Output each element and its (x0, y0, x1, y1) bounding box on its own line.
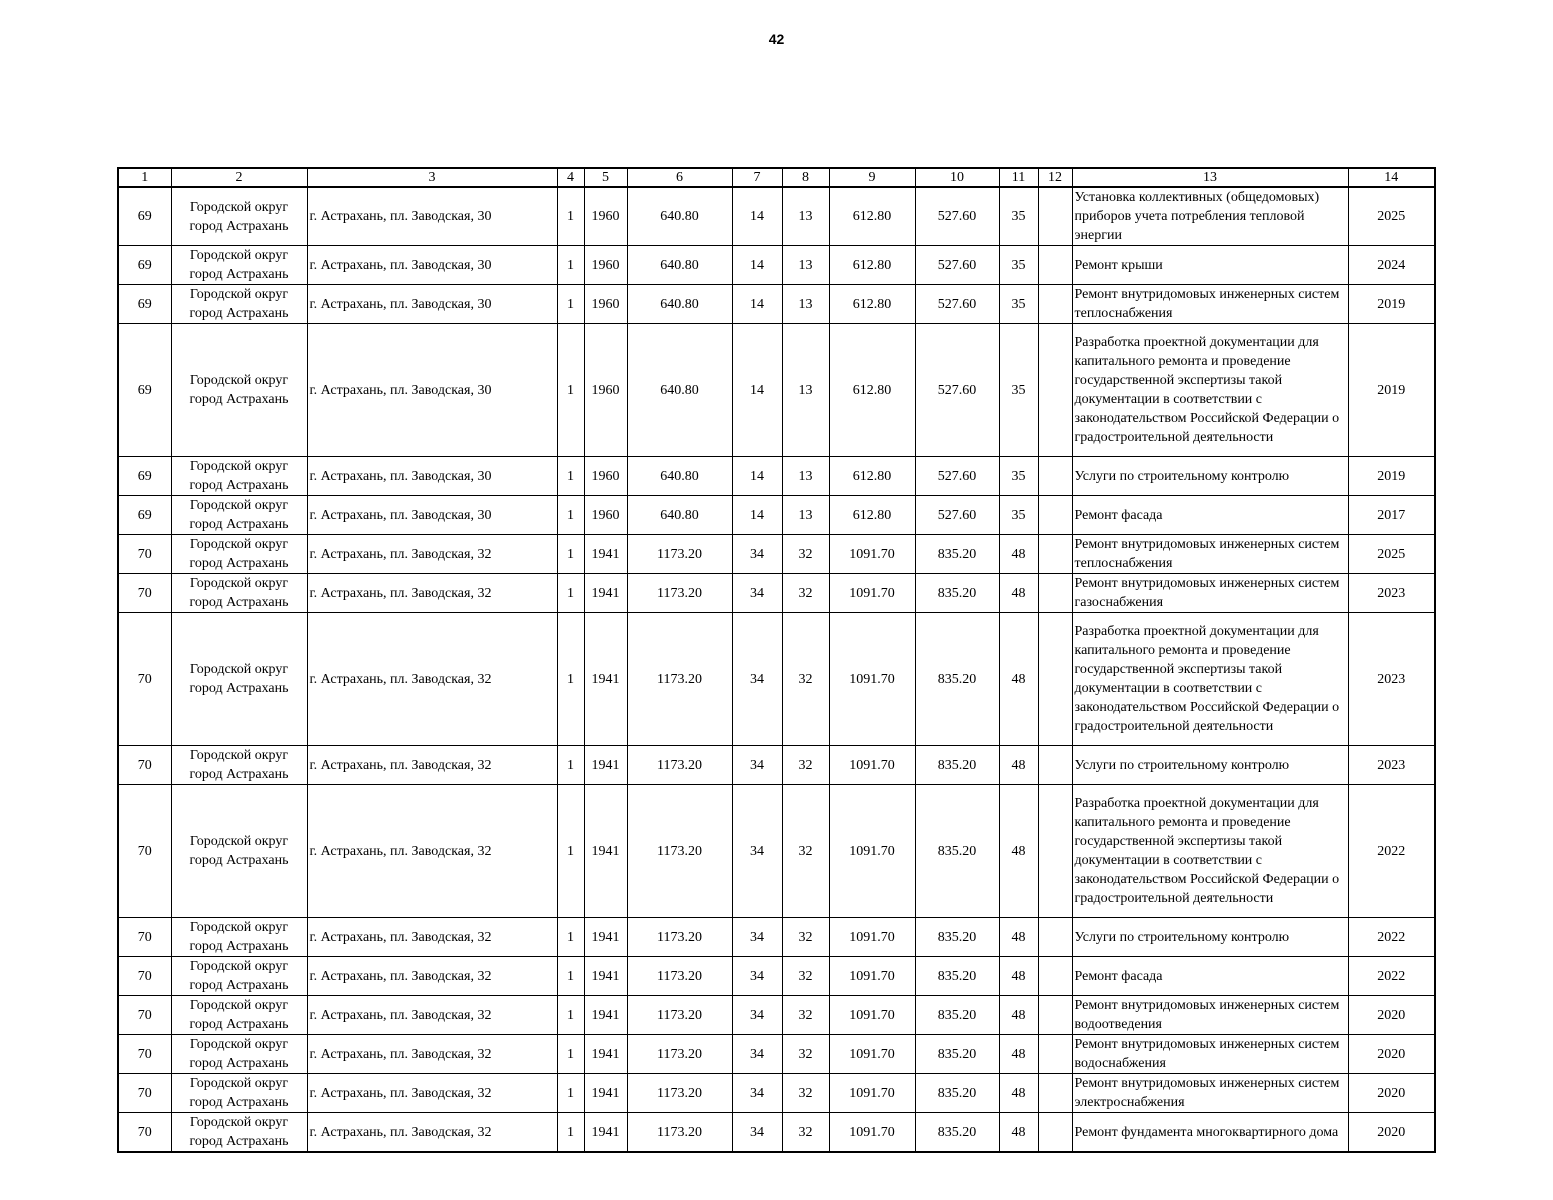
col11-cell: 35 (999, 324, 1038, 457)
work-type-cell: Установка коллективных (общедомовых) приборов учета потребления тепловой энергии (1072, 187, 1348, 246)
row-number-cell: 70 (118, 574, 171, 613)
total-area-cell: 1173.20 (627, 746, 732, 785)
municipality-cell: Городской округ город Астрахань (171, 187, 307, 246)
year-built-cell: 1941 (584, 957, 627, 996)
column-header: 8 (782, 168, 829, 187)
col11-cell: 35 (999, 187, 1038, 246)
total-area-cell: 1173.20 (627, 957, 732, 996)
column-header: 9 (829, 168, 915, 187)
municipality-cell: Городской округ город Астрахань (171, 535, 307, 574)
year-built-cell: 1960 (584, 285, 627, 324)
total-area-cell: 640.80 (627, 246, 732, 285)
row-number-cell: 70 (118, 785, 171, 918)
col12-cell (1038, 457, 1072, 496)
address-cell: г. Астрахань, пл. Заводская, 32 (307, 918, 557, 957)
area-cell: 1091.70 (829, 1074, 915, 1113)
col8-cell: 32 (782, 1074, 829, 1113)
col4-cell: 1 (557, 457, 584, 496)
address-cell: г. Астрахань, пл. Заводская, 32 (307, 1035, 557, 1074)
year-built-cell: 1941 (584, 613, 627, 746)
area-cell: 612.80 (829, 324, 915, 457)
total-area-cell: 640.80 (627, 187, 732, 246)
col7-cell: 34 (732, 746, 782, 785)
table-row (118, 535, 1435, 574)
col12-cell (1038, 496, 1072, 535)
area-cell: 1091.70 (829, 996, 915, 1035)
table-row (118, 187, 1435, 246)
planned-year-cell: 2025 (1348, 535, 1435, 574)
table-row (118, 746, 1435, 785)
table-row (118, 1113, 1435, 1153)
total-area-cell: 640.80 (627, 285, 732, 324)
col11-cell: 48 (999, 1074, 1038, 1113)
col11-cell: 48 (999, 613, 1038, 746)
planned-year-cell: 2023 (1348, 746, 1435, 785)
area2-cell: 527.60 (915, 496, 999, 535)
address-cell: г. Астрахань, пл. Заводская, 32 (307, 535, 557, 574)
col4-cell: 1 (557, 246, 584, 285)
col8-cell: 13 (782, 285, 829, 324)
col7-cell: 14 (732, 457, 782, 496)
col4-cell: 1 (557, 285, 584, 324)
work-type-cell: Ремонт внутридомовых инженерных систем электроснабжения (1072, 1074, 1348, 1113)
column-header: 4 (557, 168, 584, 187)
year-built-cell: 1941 (584, 918, 627, 957)
area2-cell: 835.20 (915, 1035, 999, 1074)
column-header: 2 (171, 168, 307, 187)
work-type-cell: Ремонт внутридомовых инженерных систем теплоснабжения (1072, 285, 1348, 324)
planned-year-cell: 2020 (1348, 1113, 1435, 1153)
table-row (118, 996, 1435, 1035)
col11-cell: 48 (999, 1113, 1038, 1153)
area2-cell: 835.20 (915, 957, 999, 996)
column-header: 13 (1072, 168, 1348, 187)
area-cell: 612.80 (829, 285, 915, 324)
municipality-cell: Городской округ город Астрахань (171, 1035, 307, 1074)
col12-cell (1038, 535, 1072, 574)
planned-year-cell: 2017 (1348, 496, 1435, 535)
row-number-cell: 70 (118, 613, 171, 746)
address-cell: г. Астрахань, пл. Заводская, 30 (307, 285, 557, 324)
col4-cell: 1 (557, 324, 584, 457)
col7-cell: 14 (732, 496, 782, 535)
planned-year-cell: 2020 (1348, 1074, 1435, 1113)
col12-cell (1038, 1074, 1072, 1113)
row-number-cell: 69 (118, 457, 171, 496)
planned-year-cell: 2020 (1348, 996, 1435, 1035)
col11-cell: 48 (999, 1035, 1038, 1074)
col12-cell (1038, 187, 1072, 246)
planned-year-cell: 2020 (1348, 1035, 1435, 1074)
col12-cell (1038, 324, 1072, 457)
col7-cell: 34 (732, 1074, 782, 1113)
planned-year-cell: 2019 (1348, 457, 1435, 496)
total-area-cell: 1173.20 (627, 1035, 732, 1074)
work-type-cell: Ремонт внутридомовых инженерных систем водоснабжения (1072, 1035, 1348, 1074)
address-cell: г. Астрахань, пл. Заводская, 32 (307, 613, 557, 746)
col11-cell: 35 (999, 496, 1038, 535)
municipality-cell: Городской округ город Астрахань (171, 613, 307, 746)
work-type-cell: Ремонт крыши (1072, 246, 1348, 285)
planned-year-cell: 2023 (1348, 574, 1435, 613)
page-number: 42 (768, 31, 785, 47)
col8-cell: 13 (782, 457, 829, 496)
col4-cell: 1 (557, 574, 584, 613)
row-number-cell: 70 (118, 957, 171, 996)
area-cell: 1091.70 (829, 613, 915, 746)
table-row (118, 574, 1435, 613)
total-area-cell: 640.80 (627, 324, 732, 457)
planned-year-cell: 2022 (1348, 785, 1435, 918)
table-row (118, 496, 1435, 535)
column-header: 11 (999, 168, 1038, 187)
area-cell: 1091.70 (829, 785, 915, 918)
address-cell: г. Астрахань, пл. Заводская, 32 (307, 746, 557, 785)
work-type-cell: Разработка проектной документации для капитального ремонта и проведение государственной экспертизы такой документации в соответствии с законодательством Российской Федерации о градостроительной деятельности (1072, 324, 1348, 457)
municipality-cell: Городской округ город Астрахань (171, 1074, 307, 1113)
table-row (118, 613, 1435, 746)
col8-cell: 32 (782, 957, 829, 996)
table-row (118, 1035, 1435, 1074)
address-cell: г. Астрахань, пл. Заводская, 32 (307, 574, 557, 613)
area2-cell: 835.20 (915, 785, 999, 918)
planned-year-cell: 2023 (1348, 613, 1435, 746)
area2-cell: 835.20 (915, 574, 999, 613)
planned-year-cell: 2019 (1348, 324, 1435, 457)
area-cell: 1091.70 (829, 574, 915, 613)
col4-cell: 1 (557, 1113, 584, 1153)
col7-cell: 34 (732, 785, 782, 918)
table-body (118, 187, 1435, 1152)
address-cell: г. Астрахань, пл. Заводская, 32 (307, 785, 557, 918)
table-row (118, 957, 1435, 996)
year-built-cell: 1960 (584, 457, 627, 496)
municipality-cell: Городской округ город Астрахань (171, 496, 307, 535)
work-type-cell: Ремонт фасада (1072, 496, 1348, 535)
col7-cell: 34 (732, 574, 782, 613)
col8-cell: 32 (782, 535, 829, 574)
table-row (118, 246, 1435, 285)
work-type-cell: Ремонт фасада (1072, 957, 1348, 996)
area-cell: 1091.70 (829, 1113, 915, 1153)
row-number-cell: 69 (118, 187, 171, 246)
address-cell: г. Астрахань, пл. Заводская, 30 (307, 246, 557, 285)
col12-cell (1038, 1113, 1072, 1153)
total-area-cell: 1173.20 (627, 785, 732, 918)
col11-cell: 48 (999, 535, 1038, 574)
table-row (118, 918, 1435, 957)
year-built-cell: 1941 (584, 1074, 627, 1113)
year-built-cell: 1941 (584, 574, 627, 613)
column-header: 7 (732, 168, 782, 187)
area2-cell: 527.60 (915, 187, 999, 246)
row-number-cell: 70 (118, 1074, 171, 1113)
work-type-cell: Ремонт фундамента многоквартирного дома (1072, 1113, 1348, 1153)
municipality-cell: Городской округ город Астрахань (171, 457, 307, 496)
col7-cell: 14 (732, 324, 782, 457)
year-built-cell: 1941 (584, 996, 627, 1035)
row-number-cell: 70 (118, 996, 171, 1035)
col4-cell: 1 (557, 746, 584, 785)
municipality-cell: Городской округ город Астрахань (171, 746, 307, 785)
area2-cell: 835.20 (915, 918, 999, 957)
municipality-cell: Городской округ город Астрахань (171, 1113, 307, 1153)
table-row (118, 324, 1435, 457)
row-number-cell: 70 (118, 746, 171, 785)
total-area-cell: 1173.20 (627, 1074, 732, 1113)
area2-cell: 835.20 (915, 1074, 999, 1113)
address-cell: г. Астрахань, пл. Заводская, 32 (307, 957, 557, 996)
column-number-row (118, 168, 1435, 187)
municipality-cell: Городской округ город Астрахань (171, 957, 307, 996)
area2-cell: 527.60 (915, 285, 999, 324)
address-cell: г. Астрахань, пл. Заводская, 32 (307, 1113, 557, 1153)
col4-cell: 1 (557, 957, 584, 996)
col8-cell: 32 (782, 613, 829, 746)
column-header: 3 (307, 168, 557, 187)
municipality-cell: Городской округ город Астрахань (171, 324, 307, 457)
col11-cell: 48 (999, 785, 1038, 918)
column-header: 6 (627, 168, 732, 187)
total-area-cell: 1173.20 (627, 574, 732, 613)
col8-cell: 13 (782, 246, 829, 285)
col11-cell: 48 (999, 918, 1038, 957)
total-area-cell: 640.80 (627, 457, 732, 496)
planned-year-cell: 2024 (1348, 246, 1435, 285)
area2-cell: 835.20 (915, 746, 999, 785)
total-area-cell: 640.80 (627, 496, 732, 535)
col11-cell: 48 (999, 957, 1038, 996)
col8-cell: 32 (782, 574, 829, 613)
column-header: 14 (1348, 168, 1435, 187)
col7-cell: 14 (732, 285, 782, 324)
address-cell: г. Астрахань, пл. Заводская, 30 (307, 496, 557, 535)
col4-cell: 1 (557, 918, 584, 957)
col4-cell: 1 (557, 535, 584, 574)
row-number-cell: 69 (118, 496, 171, 535)
work-type-cell: Разработка проектной документации для капитального ремонта и проведение государственной экспертизы такой документации в соответствии с законодательством Российской Федерации о градостроительной деятельности (1072, 785, 1348, 918)
total-area-cell: 1173.20 (627, 535, 732, 574)
work-type-cell: Ремонт внутридомовых инженерных систем водоотведения (1072, 996, 1348, 1035)
table-row (118, 785, 1435, 918)
col8-cell: 32 (782, 996, 829, 1035)
col8-cell: 32 (782, 785, 829, 918)
col12-cell (1038, 613, 1072, 746)
col4-cell: 1 (557, 1035, 584, 1074)
col7-cell: 34 (732, 1113, 782, 1153)
col11-cell: 48 (999, 746, 1038, 785)
col7-cell: 14 (732, 246, 782, 285)
work-type-cell: Услуги по строительному контролю (1072, 457, 1348, 496)
work-type-cell: Услуги по строительному контролю (1072, 918, 1348, 957)
area2-cell: 527.60 (915, 324, 999, 457)
col4-cell: 1 (557, 996, 584, 1035)
year-built-cell: 1941 (584, 1113, 627, 1153)
col12-cell (1038, 285, 1072, 324)
row-number-cell: 70 (118, 918, 171, 957)
col12-cell (1038, 957, 1072, 996)
col7-cell: 34 (732, 535, 782, 574)
area-cell: 612.80 (829, 457, 915, 496)
col8-cell: 32 (782, 746, 829, 785)
municipality-cell: Городской округ город Астрахань (171, 918, 307, 957)
table-row (118, 285, 1435, 324)
col11-cell: 35 (999, 285, 1038, 324)
col12-cell (1038, 785, 1072, 918)
year-built-cell: 1941 (584, 1035, 627, 1074)
area-cell: 1091.70 (829, 746, 915, 785)
col7-cell: 14 (732, 187, 782, 246)
area2-cell: 835.20 (915, 535, 999, 574)
address-cell: г. Астрахань, пл. Заводская, 30 (307, 457, 557, 496)
col8-cell: 32 (782, 1035, 829, 1074)
area2-cell: 527.60 (915, 457, 999, 496)
col8-cell: 32 (782, 918, 829, 957)
year-built-cell: 1960 (584, 187, 627, 246)
column-header: 10 (915, 168, 999, 187)
col7-cell: 34 (732, 996, 782, 1035)
col8-cell: 13 (782, 187, 829, 246)
row-number-cell: 70 (118, 1113, 171, 1153)
area-cell: 612.80 (829, 187, 915, 246)
municipality-cell: Городской округ город Астрахань (171, 996, 307, 1035)
col4-cell: 1 (557, 785, 584, 918)
address-cell: г. Астрахань, пл. Заводская, 32 (307, 1074, 557, 1113)
col12-cell (1038, 246, 1072, 285)
col4-cell: 1 (557, 1074, 584, 1113)
col12-cell (1038, 746, 1072, 785)
col7-cell: 34 (732, 957, 782, 996)
year-built-cell: 1960 (584, 246, 627, 285)
area2-cell: 527.60 (915, 246, 999, 285)
year-built-cell: 1960 (584, 324, 627, 457)
area-cell: 1091.70 (829, 535, 915, 574)
area-cell: 612.80 (829, 246, 915, 285)
table-row (118, 457, 1435, 496)
planned-year-cell: 2019 (1348, 285, 1435, 324)
col11-cell: 35 (999, 457, 1038, 496)
planned-year-cell: 2022 (1348, 918, 1435, 957)
area2-cell: 835.20 (915, 1113, 999, 1153)
area-cell: 1091.70 (829, 1035, 915, 1074)
column-header: 5 (584, 168, 627, 187)
row-number-cell: 70 (118, 1035, 171, 1074)
municipality-cell: Городской округ город Астрахань (171, 785, 307, 918)
col8-cell: 32 (782, 1113, 829, 1153)
total-area-cell: 1173.20 (627, 613, 732, 746)
address-cell: г. Астрахань, пл. Заводская, 30 (307, 187, 557, 246)
repair-schedule-table (117, 167, 1436, 1153)
area-cell: 1091.70 (829, 918, 915, 957)
row-number-cell: 69 (118, 324, 171, 457)
col7-cell: 34 (732, 613, 782, 746)
year-built-cell: 1941 (584, 785, 627, 918)
col11-cell: 48 (999, 574, 1038, 613)
column-header: 12 (1038, 168, 1072, 187)
year-built-cell: 1941 (584, 535, 627, 574)
municipality-cell: Городской округ город Астрахань (171, 574, 307, 613)
col11-cell: 48 (999, 996, 1038, 1035)
work-type-cell: Разработка проектной документации для капитального ремонта и проведение государственной экспертизы такой документации в соответствии с законодательством Российской Федерации о градостроительной деятельности (1072, 613, 1348, 746)
total-area-cell: 1173.20 (627, 996, 732, 1035)
col4-cell: 1 (557, 496, 584, 535)
row-number-cell: 70 (118, 535, 171, 574)
area2-cell: 835.20 (915, 996, 999, 1035)
col4-cell: 1 (557, 187, 584, 246)
table-row (118, 1074, 1435, 1113)
row-number-cell: 69 (118, 285, 171, 324)
work-type-cell: Ремонт внутридомовых инженерных систем газоснабжения (1072, 574, 1348, 613)
planned-year-cell: 2025 (1348, 187, 1435, 246)
col11-cell: 35 (999, 246, 1038, 285)
work-type-cell: Услуги по строительному контролю (1072, 746, 1348, 785)
work-type-cell: Ремонт внутридомовых инженерных систем теплоснабжения (1072, 535, 1348, 574)
total-area-cell: 1173.20 (627, 1113, 732, 1153)
col12-cell (1038, 1035, 1072, 1074)
total-area-cell: 1173.20 (627, 918, 732, 957)
area2-cell: 835.20 (915, 613, 999, 746)
col7-cell: 34 (732, 1035, 782, 1074)
area-cell: 1091.70 (829, 957, 915, 996)
planned-year-cell: 2022 (1348, 957, 1435, 996)
col12-cell (1038, 996, 1072, 1035)
col8-cell: 13 (782, 496, 829, 535)
col4-cell: 1 (557, 613, 584, 746)
col12-cell (1038, 918, 1072, 957)
col12-cell (1038, 574, 1072, 613)
address-cell: г. Астрахань, пл. Заводская, 32 (307, 996, 557, 1035)
year-built-cell: 1941 (584, 746, 627, 785)
year-built-cell: 1960 (584, 496, 627, 535)
col7-cell: 34 (732, 918, 782, 957)
column-header: 1 (118, 168, 171, 187)
municipality-cell: Городской округ город Астрахань (171, 285, 307, 324)
address-cell: г. Астрахань, пл. Заводская, 30 (307, 324, 557, 457)
municipality-cell: Городской округ город Астрахань (171, 246, 307, 285)
row-number-cell: 69 (118, 246, 171, 285)
col8-cell: 13 (782, 324, 829, 457)
area-cell: 612.80 (829, 496, 915, 535)
